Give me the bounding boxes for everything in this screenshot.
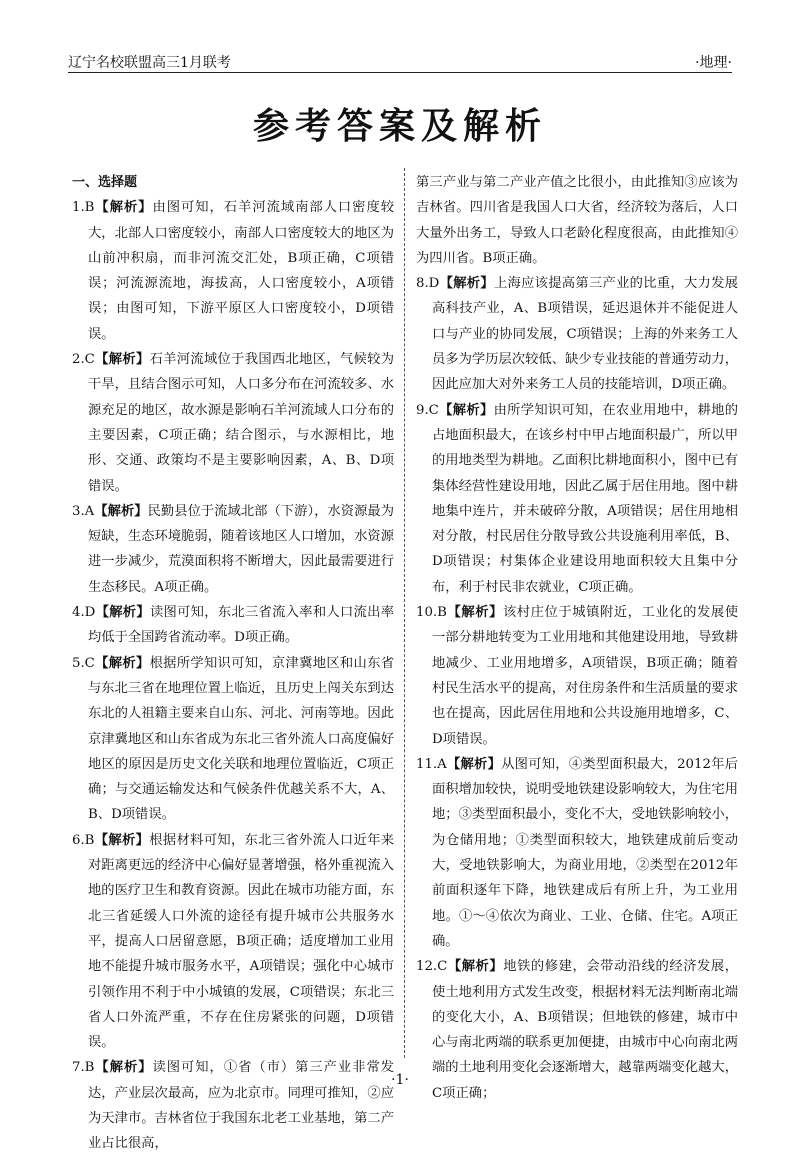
- analysis-tag: 【解析】: [95, 605, 150, 621]
- answer-list-right: [416, 271, 738, 1106]
- answer-item: [72, 828, 394, 1056]
- analysis-text: 读图可知，东北三省流入率和人口流出率均低于全国跨省流动率。D项正确。: [88, 605, 395, 646]
- analysis-tag: 【解析】: [446, 756, 502, 772]
- answer-number: 1.B: [72, 200, 95, 216]
- analysis-text: 由图可知，石羊河流域南部人口密度较大，北部人口密度较小，南部人口密度较大的地区为山前冲积扇，而非河流交汇处，B项正确，C项错误；河流源流地，海拔高，人口密度较小，A项错误；由图可知，下游平原区人口密度较小，D项错误。: [88, 200, 395, 342]
- analysis-tag: 【解析】: [94, 503, 148, 519]
- analysis-tag: 【解析】: [94, 352, 150, 368]
- analysis-text: 民勤县位于流域北部（下游），水资源最为短缺，生态环境脆弱，随着该地区人口增加，水资源进一步减少，荒漠面积将不断增大，因此最需要进行生态移民。A项正确。: [88, 503, 395, 595]
- answer-item: [72, 499, 394, 600]
- page-header: [68, 50, 732, 73]
- answer-number: 4.D: [72, 605, 96, 621]
- analysis-text: 根据所学知识可知，京津冀地区和山东省与东北三省在地理位置上临近，且历史上闯关东到达东北的人祖籍主要来自山东、河北、河南等地。因此京津冀地区和山东省成为东北三省外流人口高度偏好地区的原因是历史文化关联和地理位置临近，C项正确；与交通运输发达和气候条件优越关系不大，A、B、D项错误。: [88, 655, 395, 823]
- answer-item: [416, 271, 738, 397]
- analysis-text: 上海应该提高第三产业的比重，大力发展高科技产业，A、B项错误，延迟退休并不能促进人口与产业的协同发展，C项错误；上海的外来务工人员多为学历层次较低、缺少专业技能的普通劳动力，因此应加大对外来务工人员的技能培训，D项正确。: [432, 276, 739, 393]
- analysis-tag: 【解析】: [94, 832, 150, 848]
- left-column: [72, 170, 394, 1157]
- answer-number: 5.C: [72, 655, 95, 671]
- answer-number: 10.B: [416, 605, 447, 621]
- analysis-text: 地铁的修建，会带动沿线的经济发展，使土地利用方式发生改变，根据材料无法判断南北端的变化大小，A、B项错误；但地铁的修建，城市中心与南北两端的联系更加便捷，由城市中心向南北两端的土地利用变化会逐渐增大，越靠两端变化越大，C项正确；: [432, 959, 739, 1101]
- answer-number: 12.C: [416, 959, 448, 975]
- analysis-tag: 【解析】: [446, 605, 503, 621]
- page-number: ·1·: [391, 1072, 409, 1088]
- answer-number: 7.B: [72, 1060, 95, 1076]
- subject-label: ·地理·: [695, 55, 732, 71]
- analysis-text: 石羊河流域位于我国西北地区，气候较为干旱，且结合图示可知，人口多分布在河流较多、水源充足的地区，故水源是影响石羊河流域人口分布的主要因素，C项正确；结合图示，与水源相比，地形、交通、政策均不是主要影响因素，A、B、D项错误。: [88, 352, 395, 494]
- answer-number: 6.B: [72, 832, 95, 848]
- analysis-tag: 【解析】: [94, 1060, 153, 1076]
- answer-number: 11.A: [416, 756, 447, 772]
- answer-item: [72, 600, 394, 651]
- analysis-text: 读图可知，①省（市）第三产业非常发达，产业层次最高，应为北京市。同理可推知，②应为天津市。吉林省位于我国东北老工业基地，第二产业占比很高，: [88, 1060, 395, 1152]
- answer-item: [72, 651, 394, 828]
- exam-name: 辽宁名校联盟高三1月联考: [68, 55, 231, 71]
- answer-item: [416, 398, 738, 600]
- analysis-text: 该村庄位于城镇附近，工业化的发展使一部分耕地转变为工业用地和其他建设用地，导致耕地减少、工业用地增多，A项错误，B项正确；随着村民生活水平的提高，对住房条件和生活质量的要求也在提高，因此居住用地和公共设施用地增多，C、D项错误。: [432, 605, 739, 747]
- answer-item: [72, 347, 394, 499]
- section-title: 一、选择题: [72, 175, 138, 190]
- answer-list-left: [72, 195, 394, 1156]
- answer-number: 9.C: [416, 402, 439, 418]
- column-divider: [404, 168, 405, 1058]
- analysis-text: 根据材料可知，东北三省外流人口近年来对距离更远的经济中心偏好显著增强，格外重视流入地的医疗卫生和教育资源。因此在城市功能方面，东北三省延缓人口外流的途径有提升城市公共服务水平，提高人口居留意愿，B项正确；适度增加工业用地不能提升城市服务水平，A项错误；强化中心城市引领作用不利于中小城镇的发展，C项错误；东北三省人口外流严重，不存在住房紧张的问题，D项错误。: [88, 832, 395, 1051]
- analysis-tag: 【解析】: [94, 655, 150, 671]
- answer-item: [416, 752, 738, 954]
- answer-item: [72, 1055, 394, 1156]
- analysis-text: 从图可知，④类型面积最大，2012年后面积增加较快，说明受地铁建设影响较大，为住宅用地；③类型面积最小，变化不大，受地铁影响较小，为仓储用地；①类型面积较大，地铁建成前后变动大，受地铁影响大，为商业用地，②类型在2012年前面积逐年下降，地铁建成后有所上升，为工业用地。①～④依次为商业、工业、仓储、住宅。A项正确。: [432, 756, 739, 949]
- answer-number: 2.C: [72, 352, 95, 368]
- analysis-tag: 【解析】: [94, 200, 153, 216]
- answer-number: 3.A: [72, 503, 95, 519]
- right-column: [416, 170, 738, 1106]
- answer-item: [416, 600, 738, 752]
- answer-number: 8.D: [416, 276, 440, 292]
- analysis-tag: 【解析】: [439, 276, 494, 292]
- analysis-text: 由所学知识可知，在农业用地中，耕地的占地面积最大，在该乡村中甲占地面积最广，所以甲的用地类型为耕地。乙面积比耕地面积小，图中已有集体经营性建设用地，因此乙属于居住用地。图中耕地集中连片，并未破碎分散，A项错误；居住用地相对分散，村民居住分散导致公共设施利用率低，B、D项错误；村集体企业建设用地面积较大且集中分布，利于村民非农就业，C项正确。: [432, 402, 739, 595]
- answer-item: [72, 195, 394, 347]
- page-title: 参考答案及解析: [252, 106, 547, 147]
- analysis-tag: 【解析】: [447, 959, 504, 975]
- analysis-tag: 【解析】: [438, 402, 494, 418]
- continued-text: 第三产业与第二产业产值之比很小，由此推知③应该为吉林省。四川省是我国人口大省，经济较为落后，人口大量外出务工，导致人口老龄化程度很高，由此推知④为四川省。B项正确。: [416, 175, 738, 266]
